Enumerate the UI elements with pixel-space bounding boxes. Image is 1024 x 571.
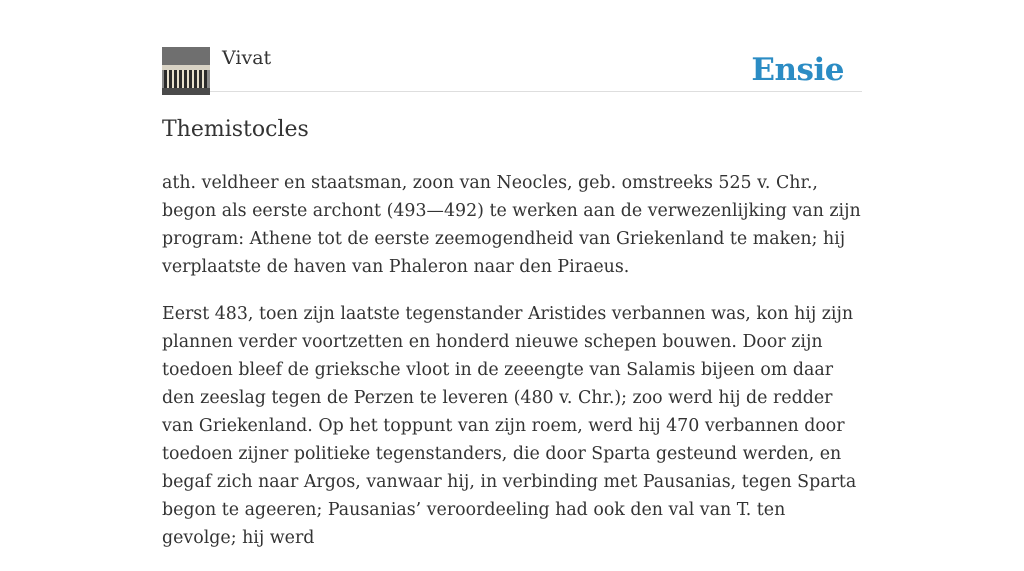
article-container [162,0,862,548]
source-name[interactable]: Vivat [222,47,272,69]
header [162,0,862,92]
article-body [162,169,862,571]
brand-logo[interactable]: Ensie [751,52,844,88]
paragraph: ath. veldheer en staatsman, zoon van Neocles, geb. omstreeks 525 v. Chr., begon als eerste archont (493—492) te werken aan de verwezenlijking van zijn program: Athene tot de eerste zeemogendheid van Griekenland te maken; hij verplaatste de haven van Phaleron naar den Piraeus. [162,173,861,277]
book-spines-avatar-icon [162,47,210,95]
page-title: Themistocles [162,117,309,142]
paragraph: Eerst 483, toen zijn laatste tegenstander Aristides verbannen was, kon hij zijn plannen verder voortzetten en honderd nieuwe schepen bouwen. Door zijn toedoen bleef de grieksche vloot in de zeeengte van Salamis bijeen om daar den zeeslag tegen de Perzen te leveren (480 v. Chr.); zoo werd hij de redder van Griekenland. Op het toppunt van zijn roem, werd hij 470 verbannen door toedoen zijner politieke tegenstanders, die door Sparta gesteund werden, en begaf zich naar Argos, vanwaar hij, in verbinding met Pausanias, tegen Sparta begon te ageeren; Pausanias’ veroordeeling had ook den val van T. ten gevolge; hij werd [162,304,857,548]
avatar[interactable] [162,47,210,95]
